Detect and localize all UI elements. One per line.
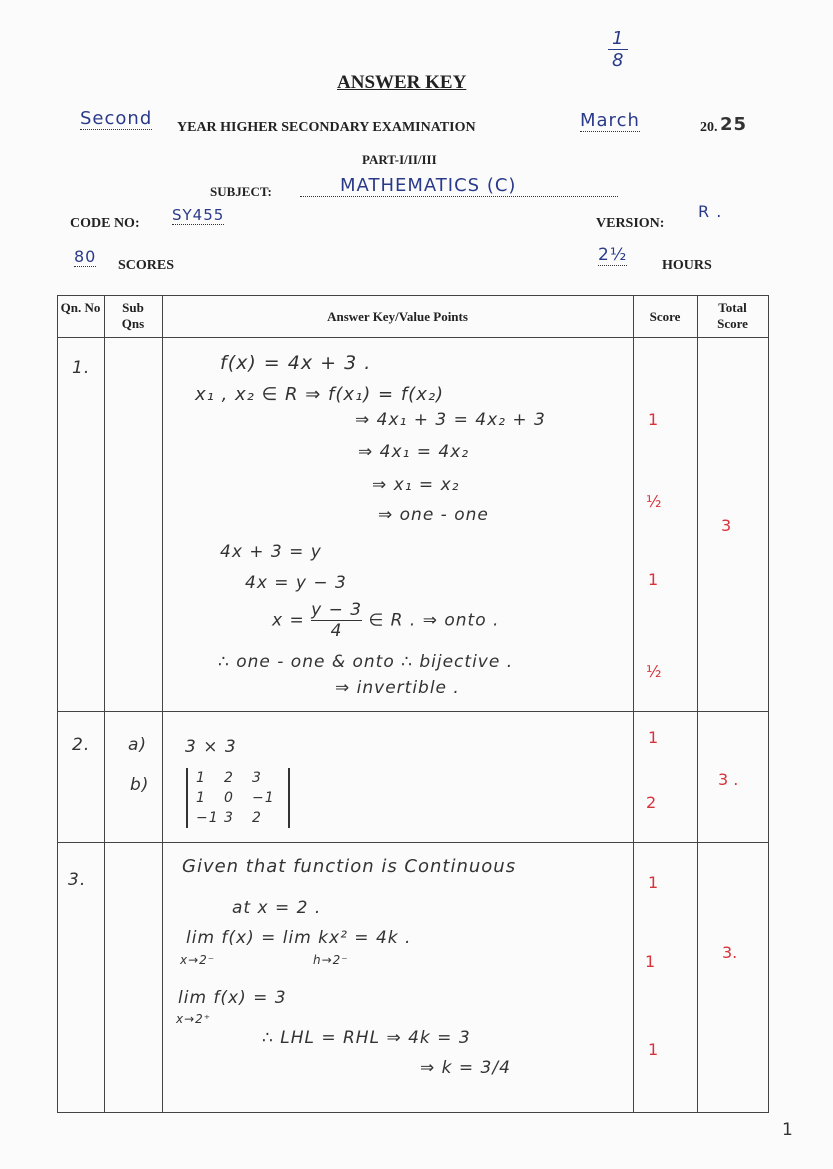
matrix-cell: 3 xyxy=(224,810,234,826)
score-mark: 2 xyxy=(646,793,657,812)
answer-line: ∴ one - one & onto ∴ bijective . xyxy=(218,652,514,672)
header-sub-qns: Sub Qns xyxy=(121,300,145,331)
fraction-num: y − 3 xyxy=(311,600,363,620)
answer-line: ⇒ one - one xyxy=(378,505,489,525)
answer-line: lim f(x) = lim kx² = 4k . xyxy=(186,928,412,948)
col-divider xyxy=(697,295,698,1113)
answer-line: lim f(x) = 3 xyxy=(178,988,287,1008)
score-mark: 1 xyxy=(648,1040,659,1059)
answer-line: 4x + 3 = y xyxy=(220,542,322,562)
subject-value: MATHEMATICS (C) xyxy=(300,175,618,197)
header-divider xyxy=(57,337,769,338)
score-mark: ½ xyxy=(646,662,662,681)
answer-text: ∈ R . ⇒ onto . xyxy=(368,610,500,631)
version-label: VERSION: xyxy=(596,216,665,231)
year-prefix: 20. xyxy=(700,120,718,135)
matrix-cell: −1 xyxy=(196,810,219,826)
scores-value: 80 xyxy=(74,247,97,266)
question-number: 1. xyxy=(72,358,91,378)
score-mark: 1 xyxy=(648,570,659,589)
row-divider xyxy=(57,842,769,843)
answer-line: 3 × 3 xyxy=(185,737,237,757)
score-mark: ½ xyxy=(646,492,662,511)
answer-line: ⇒ x₁ = x₂ xyxy=(372,475,460,495)
year-value: Second xyxy=(80,108,153,129)
code-label: CODE NO: xyxy=(70,216,140,231)
matrix-cell: 1 xyxy=(196,790,206,806)
page-fraction-den: 8 xyxy=(612,50,625,71)
answer-line: ⇒ k = 3/4 xyxy=(420,1058,511,1078)
col-divider xyxy=(768,295,769,1113)
answer-line-fraction xyxy=(272,600,499,641)
subject-label: SUBJECT: xyxy=(210,184,272,199)
answer-line: ∴ LHL = RHL ⇒ 4k = 3 xyxy=(262,1028,471,1048)
page-fraction-num: 1 xyxy=(608,28,628,50)
answer-line: ⇒ invertible . xyxy=(335,678,460,698)
score-mark: 1 xyxy=(648,410,659,429)
part-label: PART-I/II/III xyxy=(362,152,437,167)
col-divider xyxy=(104,295,105,1113)
matrix-cell: 1 xyxy=(196,770,206,786)
matrix-cell: 2 xyxy=(252,810,262,826)
question-number: 2. xyxy=(72,735,91,755)
answer-line: Given that function is Continuous xyxy=(182,856,517,877)
matrix-cell: 0 xyxy=(224,790,234,806)
answer-line: ⇒ 4x₁ = 4x₂ xyxy=(358,442,470,462)
year-suffix: 25 xyxy=(720,114,748,135)
header-answer-key: Answer Key/Value Points xyxy=(327,309,468,324)
hours-label: HOURS xyxy=(662,258,712,273)
version-value: R . xyxy=(698,202,723,221)
table-border-top xyxy=(57,295,769,296)
page-title: ANSWER KEY xyxy=(337,72,467,93)
answer-line: 4x = y − 3 xyxy=(245,573,347,593)
page-number: 1 xyxy=(782,1120,794,1140)
header-score: Score xyxy=(649,309,681,324)
table-border-bottom xyxy=(57,1112,769,1113)
exam-label: YEAR HIGHER SECONDARY EXAMINATION xyxy=(177,120,476,135)
month-value: March xyxy=(580,110,640,131)
scores-label: SCORES xyxy=(118,258,175,273)
limit-subscript: h→2⁻ xyxy=(313,953,349,967)
col-divider xyxy=(162,295,163,1113)
total-score: 3. xyxy=(722,943,738,962)
sub-question-label: b) xyxy=(130,775,150,795)
matrix-cell: −1 xyxy=(252,790,275,806)
total-score: 3 . xyxy=(718,770,739,789)
limit-subscript: x→2⁻ xyxy=(180,953,216,967)
fraction xyxy=(311,600,362,641)
matrix-cell: 3 xyxy=(252,770,262,786)
code-value: SY455 xyxy=(172,206,225,224)
sub-question-label: a) xyxy=(128,735,148,755)
answer-line: f(x) = 4x + 3 . xyxy=(220,352,372,374)
score-mark: 1 xyxy=(645,952,656,971)
col-divider xyxy=(57,295,58,1113)
header-total-score: Total Score xyxy=(717,300,748,331)
header-qn-no: Qn. No xyxy=(60,300,101,315)
col-divider xyxy=(633,295,634,1113)
hours-value: 2½ xyxy=(598,245,628,265)
answer-line: x₁ , x₂ ∈ R ⇒ f(x₁) = f(x₂) xyxy=(195,384,445,405)
answer-line: at x = 2 . xyxy=(232,898,322,918)
page-fraction xyxy=(608,28,628,71)
question-number: 3. xyxy=(68,870,87,890)
row-divider xyxy=(57,711,769,712)
matrix xyxy=(186,768,290,828)
matrix-cell: 2 xyxy=(224,770,234,786)
score-mark: 1 xyxy=(648,728,659,747)
total-score: 3 xyxy=(721,516,732,535)
answer-line: ⇒ 4x₁ + 3 = 4x₂ + 3 xyxy=(355,410,546,430)
fraction-den: 4 xyxy=(330,621,343,641)
answer-text: x = xyxy=(272,610,305,631)
score-mark: 1 xyxy=(648,873,659,892)
limit-subscript: x→2⁺ xyxy=(176,1012,212,1026)
